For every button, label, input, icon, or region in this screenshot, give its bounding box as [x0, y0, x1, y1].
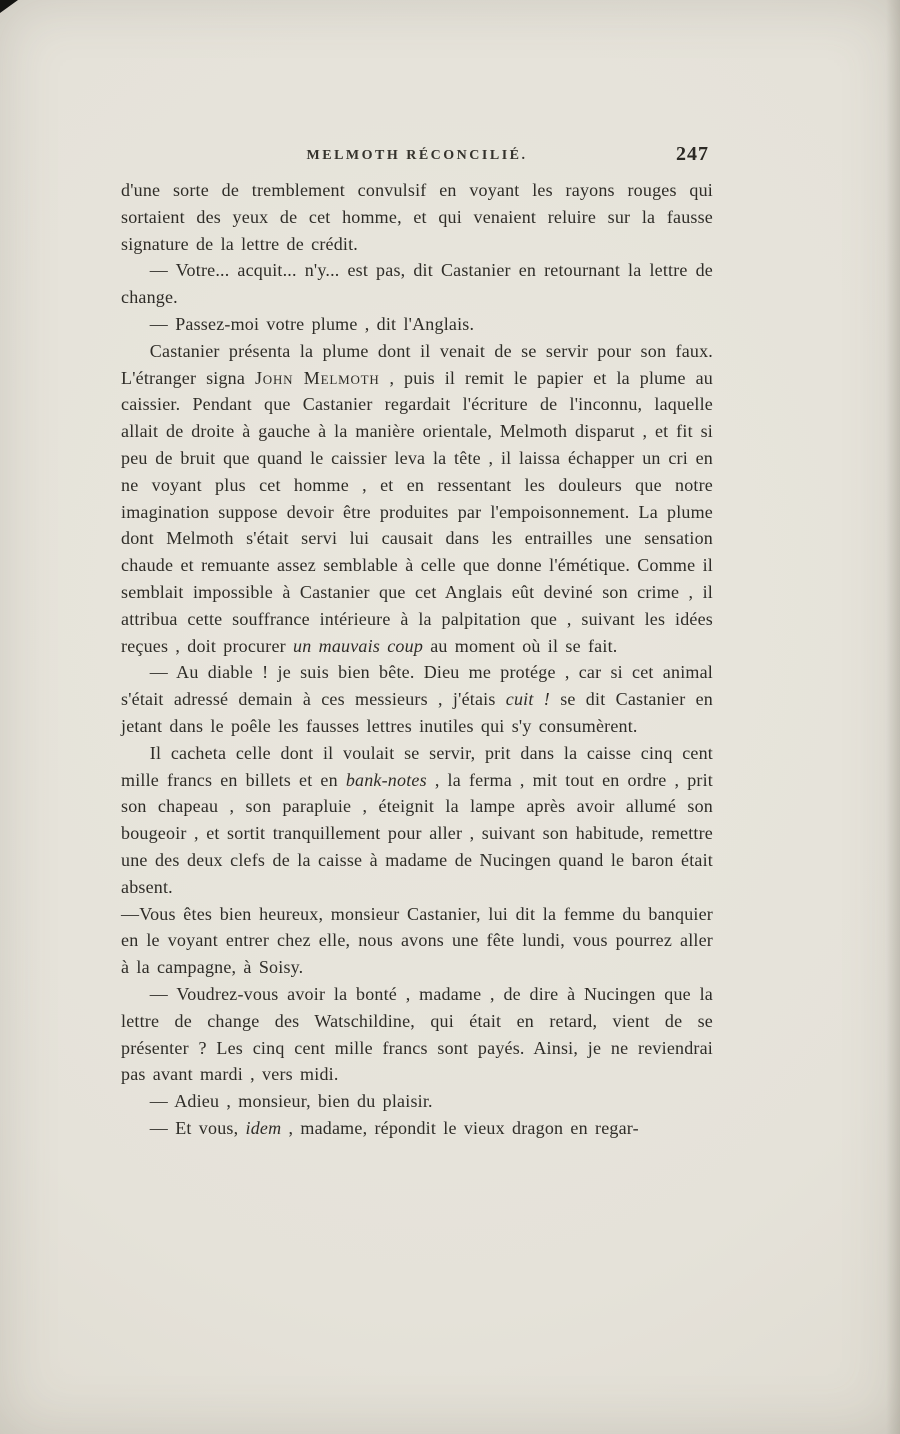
text-segment-normal: — Au diable ! je suis bien bête. Dieu me protége , car si cet animal s'était adressé demain à ces messieurs , j'étais — [121, 662, 713, 710]
page-edge-shadow — [886, 0, 900, 1434]
paragraph — [121, 659, 713, 739]
text-segment-italic: cuit ! — [505, 689, 550, 710]
text-segment-normal: — Votre... acquit... n'y... est pas, dit Castanier en retournant la lettre de change. — [121, 260, 713, 308]
scan-corner-artifact — [0, 0, 18, 13]
paragraph — [121, 1115, 713, 1142]
text-segment-normal: , puis il remit le papier et la plume au caissier. Pendant que Castanier regardait l'écriture de l'inconnu, laquelle allait de droite à gauche à la manière orientale, Melmoth disparut , et fit si peu de bruit que quand le caissier leva la tête , il laissa échapper un cri en ne voyant plus cet homme , et en ressentant les douleurs que notre imagination suppose devoir être produites par l'empoisonnement. La plume dont Melmoth s'était servi lui causait dans les entrailles une sensation chaude et remuante assez semblable à celle que donne l'émétique. Comme il semblait impossible à Castanier que cet Anglais eût deviné son crime , il attribua cette souffrance intérieure à la palpitation que , suivant les idées reçues , doit procurer — [121, 367, 713, 656]
text-segment-normal: , la ferma , mit tout en ordre , prit son chapeau , son parapluie , éteignit la lampe après avoir allumé son bougeoir , et sortit tranquillement pour aller , suivant son habitude, remettre une des deux clefs de la caisse à madame de Nucingen quand le baron était absent. — [121, 769, 713, 897]
text-segment-normal: d'une sorte de tremblement convulsif en voyant les rayons rouges qui sortaient des yeux de cet homme, et qui venaient reluire sur la fausse signature de la lettre de crédit. — [121, 180, 713, 254]
paragraph — [121, 901, 713, 981]
page-body — [121, 177, 713, 1142]
paragraph — [121, 177, 713, 257]
text-segment-normal: — Et vous, — [149, 1117, 246, 1138]
text-segment-smallcaps: John Melmoth — [254, 367, 380, 388]
page-number: 247 — [676, 143, 709, 165]
text-segment-normal: au moment où il se fait. — [423, 635, 618, 656]
paragraph — [121, 338, 713, 660]
paragraph — [121, 311, 713, 338]
paragraph — [121, 257, 713, 311]
text-segment-normal: — Voudrez-vous avoir la bonté , madame , de dire à Nucingen que la lettre de change des Watschildine, qui était en retard, vient de se présenter ? Les cinq cent mille francs sont payés. Ainsi, je ne reviendrai pas avant mardi , vers midi. — [121, 983, 713, 1085]
running-head-title: MELMOTH RÉCONCILIÉ. — [306, 148, 528, 163]
text-segment-italic: idem — [245, 1117, 282, 1138]
text-segment-normal: se dit Castanier en jetant dans le poêle les fausses lettres inutiles qui s'y consumèrent. — [121, 689, 713, 736]
text-segment-normal: , madame, répondit le vieux dragon en regar- — [281, 1117, 639, 1138]
text-segment-normal: Il cacheta celle dont il voulait se servir, prit dans la caisse cinq cent mille francs en billets et en — [121, 742, 713, 790]
paragraph — [121, 1088, 713, 1115]
text-segment-normal: — Passez-moi votre plume , dit l'Anglais. — [149, 313, 475, 334]
text-segment-normal: Castanier présenta la plume dont il venait de se servir pour son faux. L'étranger signa — [121, 340, 713, 388]
text-segment-italic: bank-notes — [345, 769, 427, 790]
text-segment-italic: un mauvais coup — [293, 635, 424, 656]
running-head — [121, 143, 713, 169]
paragraph — [121, 981, 713, 1088]
text-segment-normal: — Adieu , monsieur, bien du plaisir. — [149, 1091, 433, 1112]
paragraph — [121, 740, 713, 901]
text-segment-normal: —Vous êtes bien heureux, monsieur Castanier, lui dit la femme du banquier en le voyant entrer chez elle, nous avons une fête lundi, vous pourrez aller à la campagne, à Soisy. — [121, 903, 713, 978]
